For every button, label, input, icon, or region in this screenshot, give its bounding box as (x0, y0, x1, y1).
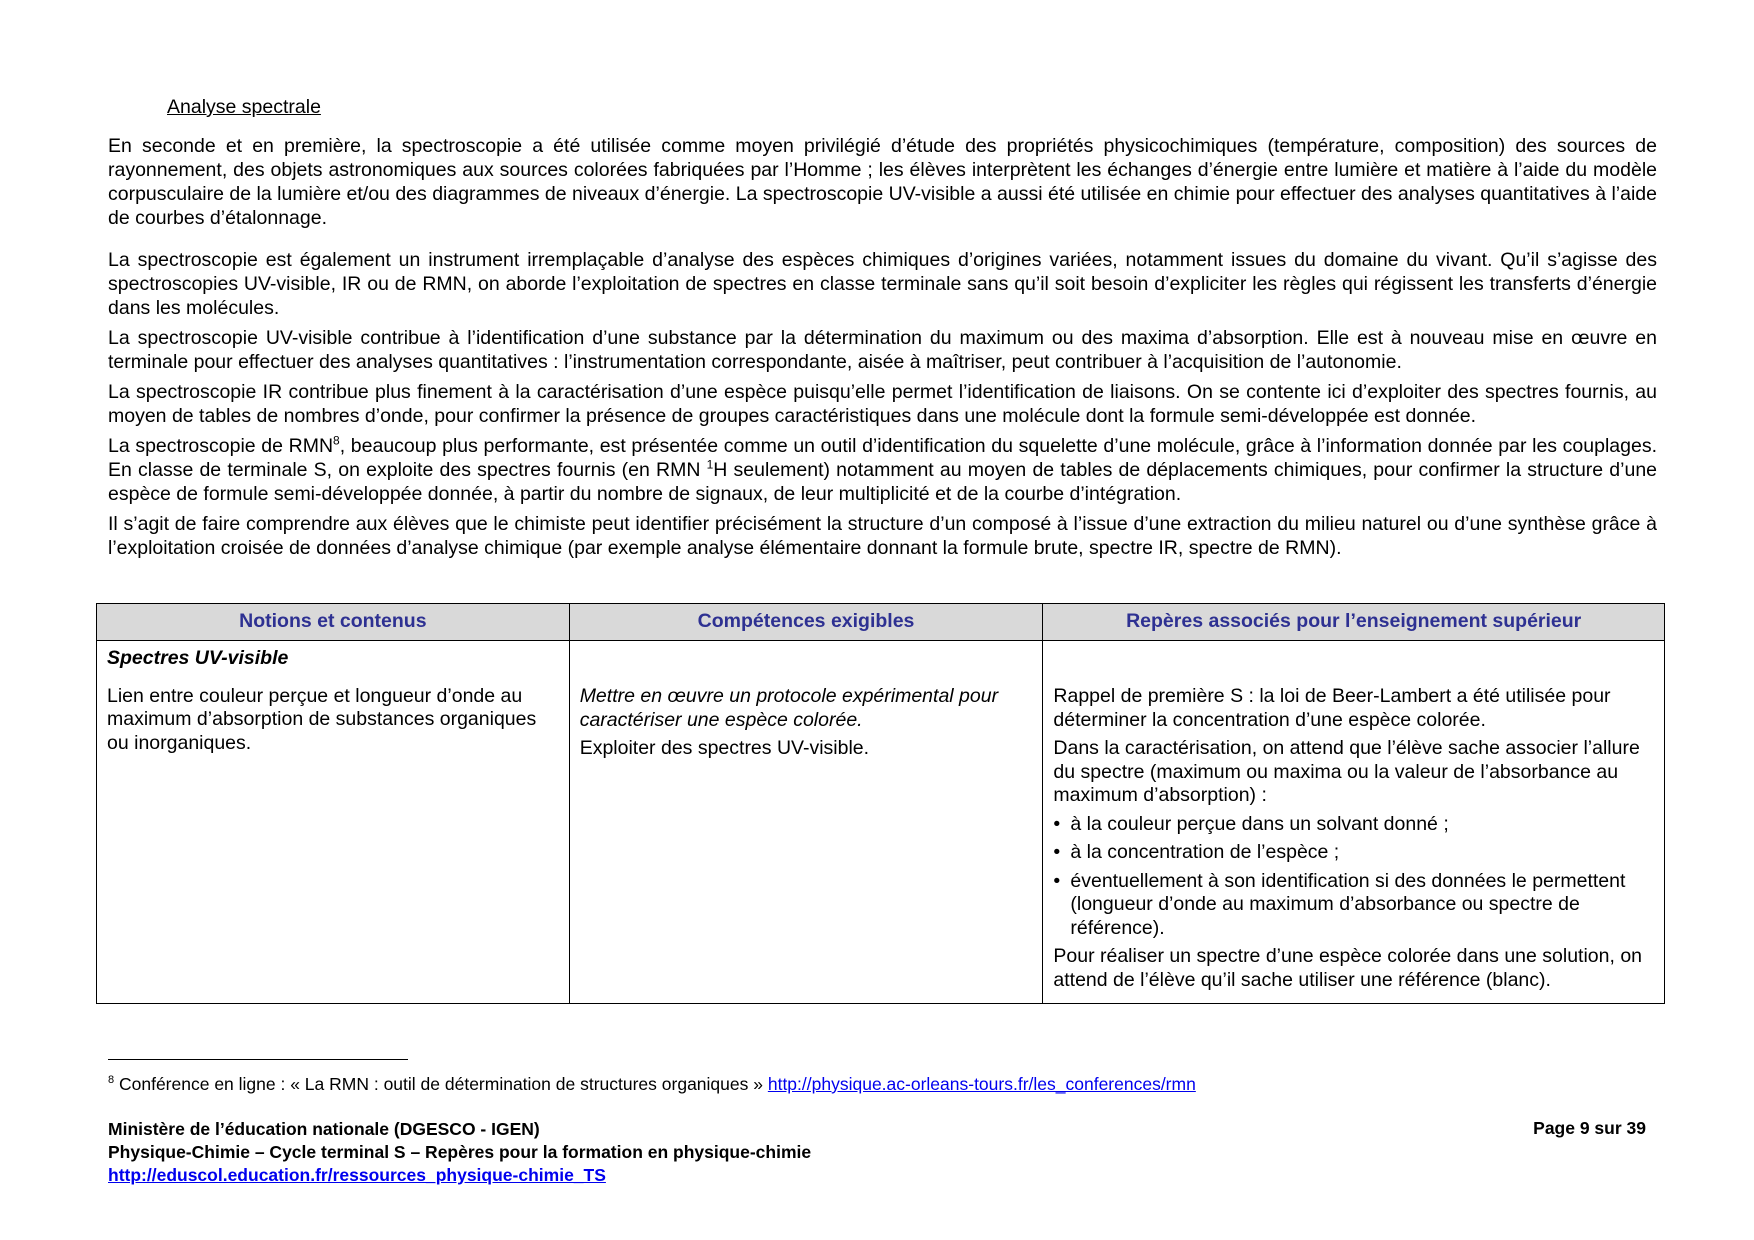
notions-table (96, 603, 1665, 1004)
intro-paragraph-5-start: La spectroscopie de RMN (108, 435, 334, 457)
section-heading: Analyse spectrale (167, 96, 321, 118)
competences-cell (569, 641, 1043, 1004)
page-footer (108, 1118, 811, 1187)
table-row (97, 641, 1665, 1004)
competence-item-2: Exploiter des spectres UV-visible. (579, 737, 870, 759)
table-header-row (97, 604, 1665, 641)
footnote-number: 8 (108, 1074, 115, 1087)
footnote-text: Conférence en ligne : « La RMN : outil de détermination de structures organiques » (114, 1074, 768, 1094)
list-item (1053, 870, 1654, 941)
repere-bullet-list (1053, 813, 1654, 941)
footnote (108, 1074, 1196, 1095)
notion-text: Lien entre couleur perçue et longueur d’onde au maximum d’absorption de substances organiques ou inorganiques. (107, 684, 537, 754)
bullet-icon: • (1053, 841, 1061, 863)
intro-paragraph-6: Il s’agit de faire comprendre aux élèves que le chimiste peut identifier précisément la structure d’un composé à l’issue d’une extraction du milieu naturel ou d’une synthèse grâce à l’exploitation croisée de données d’analyse chimique (par exemple analyse élémentaire donnant la formule brute, spectre IR, spectre de RMN). (108, 513, 1657, 559)
page-number: Page 9 sur 39 (1533, 1118, 1646, 1138)
bullet-icon: • (1053, 869, 1061, 892)
footer-ministry: Ministère de l’éducation nationale (DGESCO - IGEN) (108, 1119, 540, 1139)
competence-protocol-text: Mettre en œuvre un protocole expérimental pour caractériser une espèce colorée. (579, 685, 999, 731)
footnote-divider (108, 1059, 408, 1060)
list-item (1053, 841, 1654, 865)
bullet-text: éventuellement à son identification si des données le permettent (longueur d’onde au maximum d’absorbance ou spectre de référence). (1070, 869, 1626, 939)
repere-beer-lambert: Rappel de première S : la loi de Beer-Lambert a été utilisée pour déterminer la concentration d’une espèce colorée. (1053, 685, 1611, 731)
repere-reference: Pour réaliser un spectre d’une espèce colorée dans une solution, on attend de l’élève qu’il sache utiliser une référence (blanc). (1053, 945, 1643, 991)
intro-paragraph-2: La spectroscopie est également un instrument irremplaçable d’analyse des espèces chimiques d’origines variées, notamment issues du domaine du vivant. Qu’il s’agisse des spectroscopies UV-visible, IR ou de RMN, on aborde l’exploitation de spectres en classe terminale sans qu’il soit besoin d’expliciter les règles qui régissent les transferts d’énergie dans les molécules. (108, 249, 1657, 319)
bullet-text: à la couleur perçue dans un solvant donné ; (1070, 812, 1449, 835)
intro-paragraph-3: La spectroscopie UV-visible contribue à l’identification d’une substance par la détermination du maximum ou des maxima d’absorption. Elle est à nouveau mise en œuvre en terminale pour effectuer des analyses quantitatives : l’instrumentation correspondante, aisée à maîtriser, peut contribuer à l’acquisition de l’autonomie. (108, 327, 1657, 373)
intro-paragraph-5-middle: , beaucoup plus performante, est présentée comme un outil d’identification du squelette d’une molécule, grâce à l’information donnée par les couplages. En classe de terminale S, on exploite des spectres fournis (en RMN (108, 435, 1657, 481)
repere-caracterisation: Dans la caractérisation, on attend que l’élève sache associer l’allure du spectre (maximum ou maxima ou la valeur de l’absorbance au maximum d’absorption) : (1053, 737, 1640, 806)
notions-cell (97, 641, 570, 1004)
isotope-superscript: 1 (706, 457, 714, 472)
footnote-link[interactable]: http://physique.ac-orleans-tours.fr/les_conferences/rmn (767, 1074, 1196, 1094)
footnote-reference[interactable]: 8 (333, 433, 340, 448)
reperes-cell (1043, 641, 1665, 1004)
intro-paragraph-5-end: H seulement) notamment au moyen de tables de déplacements chimiques, pour confirmer la structure d’une espèce de formule semi-développée donnée, à partir du nombre de signaux, de leur multiplicité et de la courbe d’intégration. (108, 459, 1658, 505)
list-item (1053, 813, 1654, 837)
competence-item-1 (580, 685, 1033, 732)
intro-text (108, 134, 1657, 566)
category-title: Spectres UV-visible (107, 647, 289, 669)
footer-document-title: Physique-Chimie – Cycle terminal S – Repères pour la formation en physique-chimie (108, 1142, 812, 1162)
bullet-text: à la concentration de l’espèce ; (1070, 841, 1340, 863)
header-competences: Compétences exigibles (569, 604, 1043, 641)
bullet-icon: • (1053, 812, 1061, 835)
intro-paragraph-1: En seconde et en première, la spectroscopie a été utilisée comme moyen privilégié d’étude des propriétés physicochimiques (température, composition) des sources de rayonnement, des objets astronomiques aux sources colorées fabriquées par l’Homme ; les élèves interprètent les échanges d’énergie entre lumière et matière à l’aide du modèle corpusculaire de la lumière et/ou des diagrammes de niveaux d’énergie. La spectroscopie UV-visible a aussi été utilisée en chimie pour effectuer des analyses quantitatives à l’aide de courbes d’étalonnage. (108, 135, 1657, 229)
header-reperes: Repères associés pour l’enseignement supérieur (1043, 604, 1665, 641)
header-notions: Notions et contenus (97, 604, 570, 641)
intro-paragraph-5 (108, 434, 1657, 506)
footer-link[interactable]: http://eduscol.education.fr/ressources_physique-chimie_TS (108, 1165, 606, 1185)
intro-paragraph-4: La spectroscopie IR contribue plus finement à la caractérisation d’une espèce puisqu’elle permet l’identification de liaisons. On se contente ici d’exploiter des spectres fournis, au moyen de tables de nombres d’onde, pour confirmer la présence de groupes caractéristiques dans une molécule dont la formule semi-développée est donnée. (108, 381, 1657, 427)
